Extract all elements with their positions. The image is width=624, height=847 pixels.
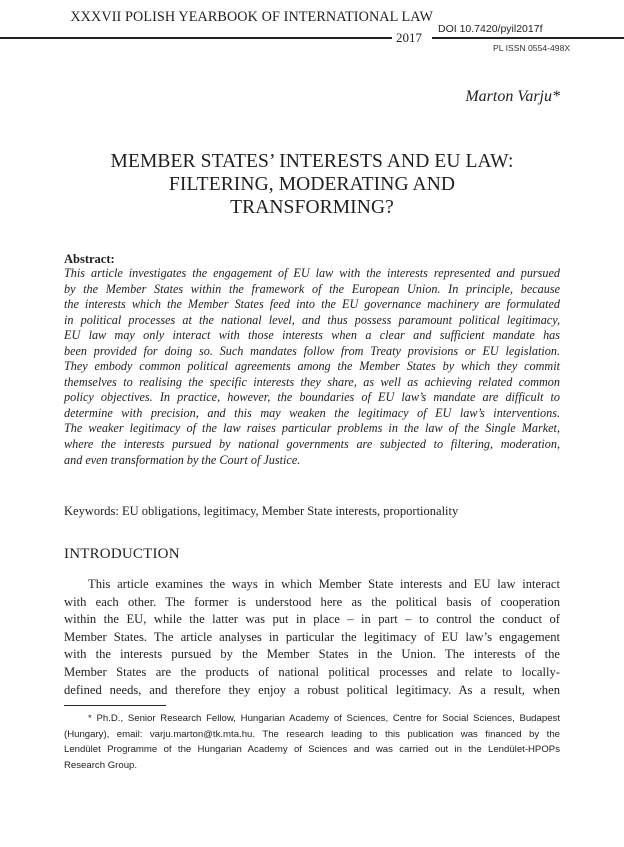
abstract-line: policy objectives. In practice, however, the boundaries of EU law’s mandate are difficult to bbox=[64, 390, 560, 405]
abstract-line: and even transformation by the Court of Justice. bbox=[64, 452, 301, 467]
abstract-line: They embody common political agreements among the Member States by which they commit bbox=[64, 359, 560, 374]
title-line: TRANSFORMING? bbox=[230, 197, 394, 218]
header-rule-right bbox=[432, 37, 624, 39]
keywords: Keywords: EU obligations, legitimacy, Member State interests, proportionality bbox=[64, 504, 459, 518]
abstract-line: in political processes at the national level, and thus possess paramount political legitimacy, bbox=[64, 312, 560, 327]
footnote-line: Lendület Programme of the Hungarian Academy of Sciences and was carried out in the Lendület-HPOPs bbox=[64, 744, 560, 755]
body-line: Member States are the products of national political processes and relate to locally- bbox=[64, 664, 560, 679]
abstract-line: been provided for doing so. Such mandates follow from Treaty provisions or EU legislation. bbox=[64, 343, 560, 358]
article-title bbox=[60, 150, 564, 219]
body-line: This article examines the ways in which Member State interests and EU law interact bbox=[88, 577, 560, 591]
issn-label: PL ISSN 0554-498X bbox=[493, 43, 571, 53]
footnote-separator bbox=[64, 705, 166, 706]
journal-year: 2017 bbox=[396, 30, 422, 45]
abstract-label: Abstract: bbox=[64, 252, 115, 266]
abstract-line: the interests which the Member States feed into the EU governance machinery are formulated bbox=[64, 297, 560, 312]
doi-label: DOI 10.7420/pyil2017f bbox=[438, 23, 543, 35]
title-line: MEMBER STATES’ INTERESTS AND EU LAW: bbox=[110, 151, 514, 172]
abstract-line: The weaker legitimacy of the law raises particular problems in the law of the Single Market, bbox=[64, 421, 560, 436]
abstract-line: determine with precision, and this may weaken the legitimacy of EU law’s interventions. bbox=[64, 405, 560, 420]
journal-title: XXXVII POLISH YEARBOOK OF INTERNATIONAL LAW bbox=[70, 9, 433, 25]
body-line: Member States. The article analyses in particular the legitimacy of EU law’s engagement bbox=[64, 629, 560, 644]
footnote-line: (Hungary), email: varju.marton@tk.mta.hu. The research leading to this publication was financed by the bbox=[64, 728, 560, 740]
abstract-line: This article investigates the engagement of EU law with the interests represented and pursued bbox=[64, 266, 560, 280]
abstract-line: where the interests pursued by national governments are subjected to filtering, moderation, bbox=[64, 437, 560, 452]
author-name: Marton Varju* bbox=[465, 88, 560, 105]
body-line: with the interests pursued by the Member States in the Union. The interests of the bbox=[64, 647, 560, 662]
body-line: defined needs, and therefore they enjoy a robust political legitimacy. As a result, when bbox=[64, 682, 560, 697]
abstract-line: by the Member States within the framework of the European Union. In principle, because bbox=[64, 281, 560, 296]
footnote-line: * Ph.D., Senior Research Fellow, Hungarian Academy of Sciences, Centre for Social Sciences, Budapest bbox=[88, 713, 560, 724]
body-line: within the EU, while the latter was put in place – in part – to control the conduct of bbox=[64, 612, 560, 627]
header-rule-left bbox=[0, 37, 392, 39]
footnote-line: Research Group. bbox=[64, 759, 138, 771]
abstract-line: themselves to realising the specific interests they share, as well as achieving related common bbox=[64, 374, 560, 389]
introduction-text bbox=[64, 576, 560, 699]
abstract-text bbox=[64, 266, 560, 468]
footnote bbox=[64, 711, 560, 773]
abstract-line: EU law may only interact with those interests when a clear and sufficient mandate has bbox=[64, 328, 560, 343]
title-line: FILTERING, MODERATING AND bbox=[168, 174, 456, 195]
section-heading-introduction: INTRODUCTION bbox=[64, 546, 180, 562]
body-line: with each other. The former is understood here as the political basis of cooperation bbox=[64, 594, 560, 609]
